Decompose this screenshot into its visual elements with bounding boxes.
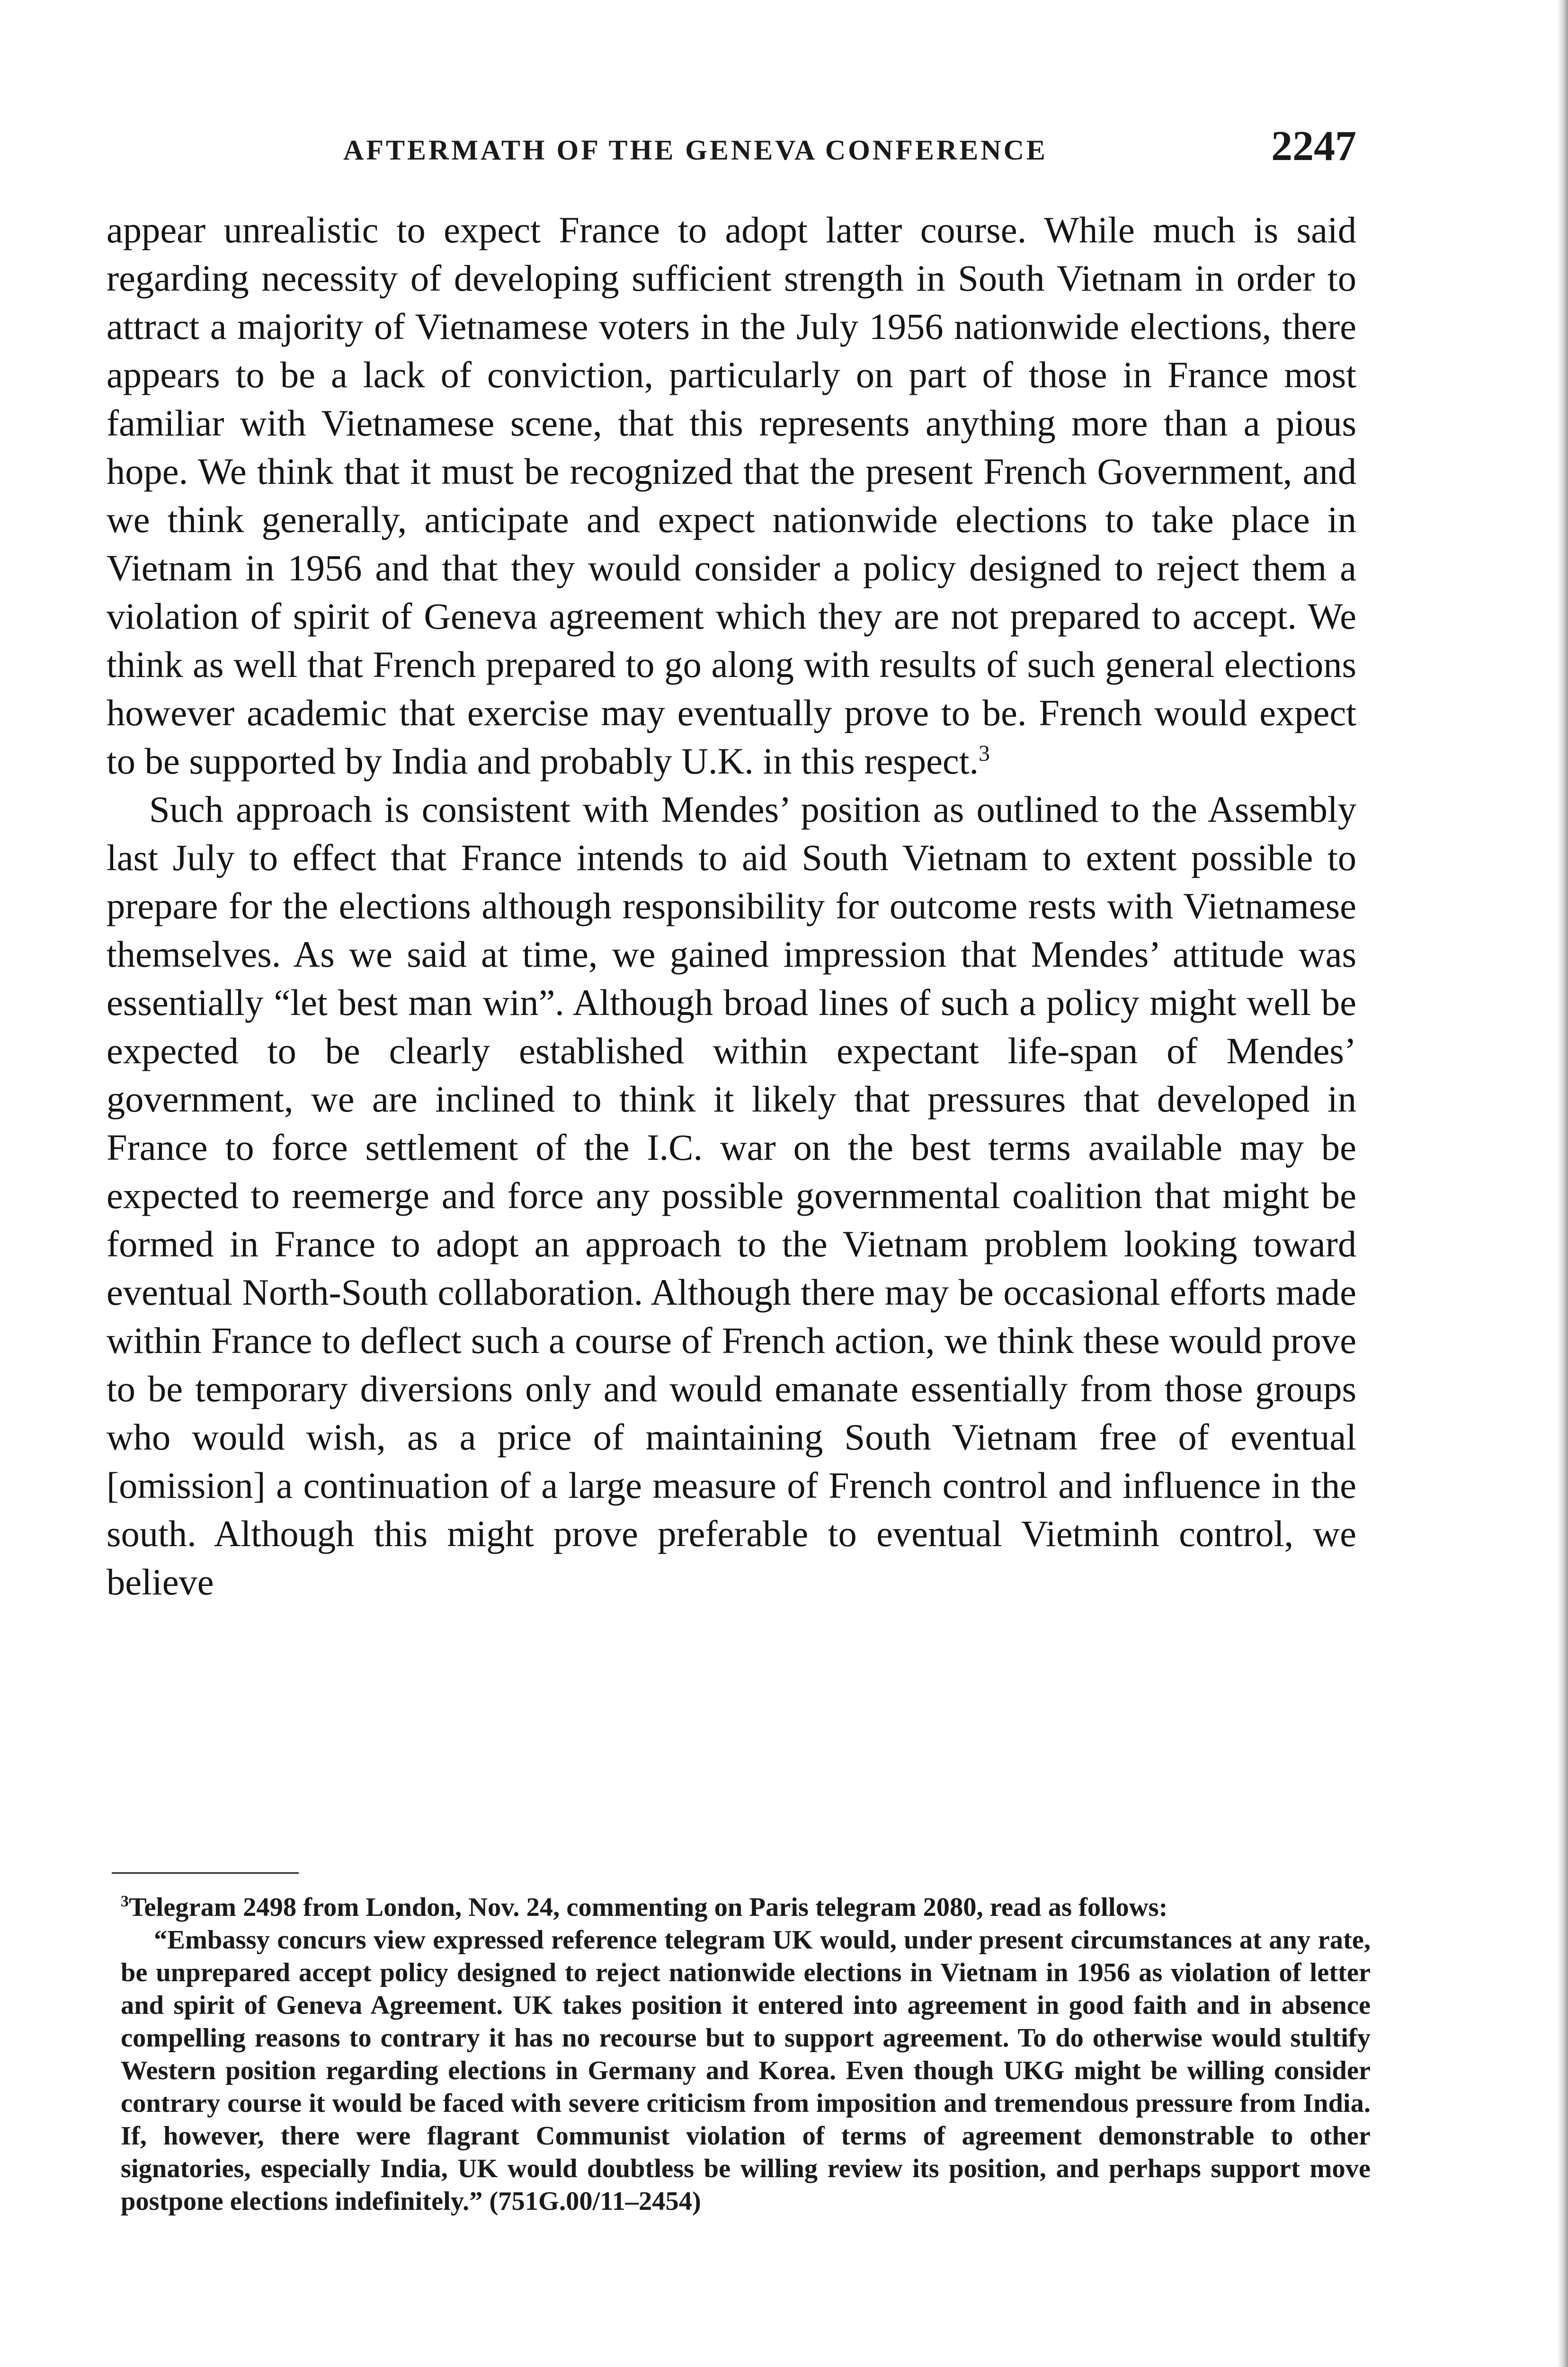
main-text (107, 206, 1356, 1606)
footnotes (121, 1891, 1371, 2218)
footnote-quote: “Embassy concurs view expressed reference telegram UK would, under present circumstances at any rate, be unprepared accept policy designed to reject nationwide elections in Vietnam in 1956 as violation of letter and spirit of Geneva Agreement. UK takes position it entered into agreement in good faith and in absence compelling reasons to contrary it has no recourse but to support agreement. To do otherwise would stultify Western position regarding elections in Germany and Korea. Even though UKG might be willing consider contrary course it would be faced with severe criticism from imposition and tremendous pressure from India. If, however, there were flagrant Communist violation of terms of agreement demonstrable to other signatories, especially India, UK would doubtless be willing review its position, and perhaps support move postpone elections indefinitely.” (751G.00/11–2454) (121, 1925, 1371, 2216)
running-head: AFTERMATH OF THE GENEVA CONFERENCE (343, 134, 1048, 166)
paragraph: Such approach is consistent with Mendes’ position as outlined to the Assembly last July to effect that France intends to aid South Vietnam to extent possible to prepare for the elections although responsibility for outcome rests with Vietnamese themselves. As we said at time, we gained impression that Mendes’ attitude was essentially “let best man win”. Although broad lines of such a policy might well be expected to be clearly established within expectant life-span of Mendes’ government, we are inclined to think it likely that pressures that developed in France to force settlement of the I.C. war on the best terms available may be expected to reemerge and force any possible governmental coalition that might be formed in France to adopt an approach to the Vietnam problem looking toward eventual North-South collaboration. Although there may be occasional efforts made within France to deflect such a course of French action, we think these would prove to be temporary diversions only and would emanate essentially from those groups who would wish, as a price of maintaining South Vietnam free of eventual [omission] a continuation of a large measure of French control and influence in the south. Although this might prove preferable to eventual Vietminh control, we believe (107, 789, 1356, 1602)
footnote (121, 1891, 1371, 1924)
page-number: 2247 (1271, 123, 1356, 169)
footnote-intro: Telegram 2498 from London, Nov. 24, commenting on Paris telegram 2080, read as follows: (128, 1893, 1168, 1922)
footnote-marker: 3 (121, 1893, 129, 1911)
footnote-reference: 3 (979, 741, 990, 766)
page-header (107, 116, 1356, 173)
paragraph (107, 206, 1356, 785)
footnote-divider (112, 1872, 299, 1874)
paragraph-text: appear unrealistic to expect France to adopt latter course. While much is said regarding necessity of developing sufficient strength in South Vietnam in order to attract a majority of Vietnamese voters in the July 1956 nationwide elections, there appears to be a lack of conviction, particularly on part of those in France most familiar with Vietnamese scene, that this represents anything more than a pious hope. We think that it must be recognized that the present French Government, and we think generally, anticipate and expect nationwide elections to take place in Vietnam in 1956 and that they would consider a policy designed to reject them a violation of spirit of Geneva agreement which they are not prepared to accept. We think as well that French prepared to go along with results of such general elections however academic that exercise may eventually prove to be. French would expect to be supported by India and probably U.K. in this respect. (107, 209, 1356, 782)
page-edge-shadow (1558, 0, 1568, 2367)
